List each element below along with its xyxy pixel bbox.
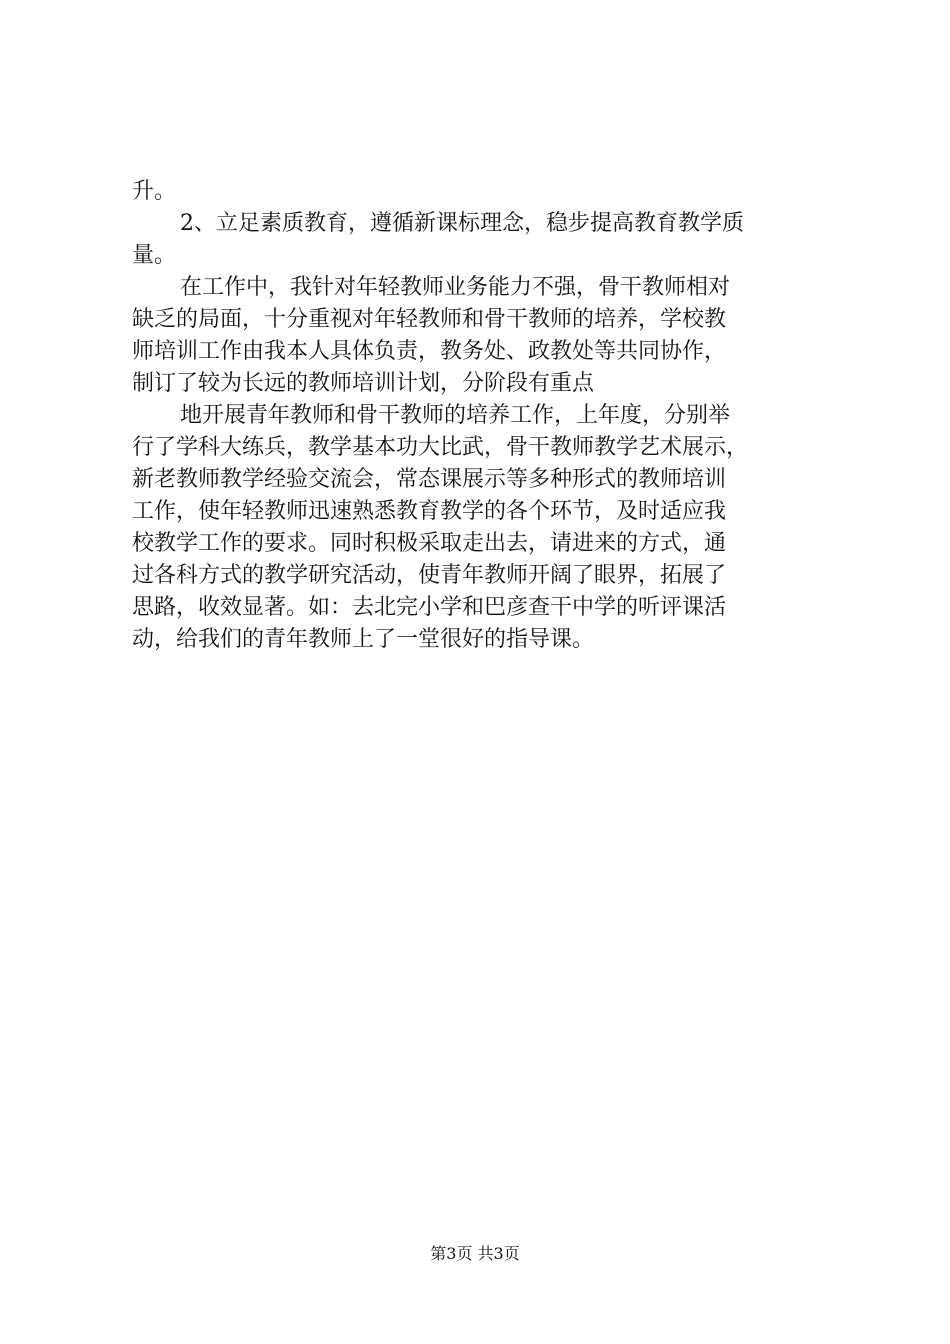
paragraph-line: 思路，收效显著。如：去北完小学和巴彦查干中学的听评课活: [132, 595, 727, 620]
section-heading-line: 2、立足素质教育，遵循新课标理念，稳步提高教育教学质: [180, 211, 744, 236]
paragraph-line: 动，给我们的青年教师上了一堂很好的指导课。: [132, 627, 595, 652]
text-line: 升。: [132, 179, 177, 204]
paragraph-line: 过各科方式的教学研究活动，使青年教师开阔了眼界，拓展了: [132, 563, 727, 588]
page-number-footer: 第3页 共3页: [430, 1244, 520, 1263]
paragraph-line: 制订了较为长远的教师培训计划，分阶段有重点: [132, 371, 595, 396]
document-body: [132, 176, 832, 656]
section-heading-line: 量。: [132, 243, 177, 268]
paragraph-line: 师培训工作由我本人具体负责，教务处、政教处等共同协作，: [132, 339, 727, 364]
paragraph-line: 工作，使年轻教师迅速熟悉教育教学的各个环节，及时适应我: [132, 499, 727, 524]
paragraph-line: 在工作中，我针对年轻教师业务能力不强，骨干教师相对: [180, 275, 731, 300]
paragraph-line: 缺乏的局面，十分重视对年轻教师和骨干教师的培养，学校教: [132, 307, 727, 332]
paragraph-line: 校教学工作的要求。同时积极采取走出去，请进来的方式，通: [132, 531, 727, 556]
paragraph-line: 地开展青年教师和骨干教师的培养工作，上年度，分别举: [180, 403, 731, 428]
paragraph-line: 新老教师教学经验交流会，常态课展示等多种形式的教师培训: [132, 467, 727, 492]
paragraph-line: 行了学科大练兵，教学基本功大比武，骨干教师教学艺术展示，: [132, 435, 749, 460]
